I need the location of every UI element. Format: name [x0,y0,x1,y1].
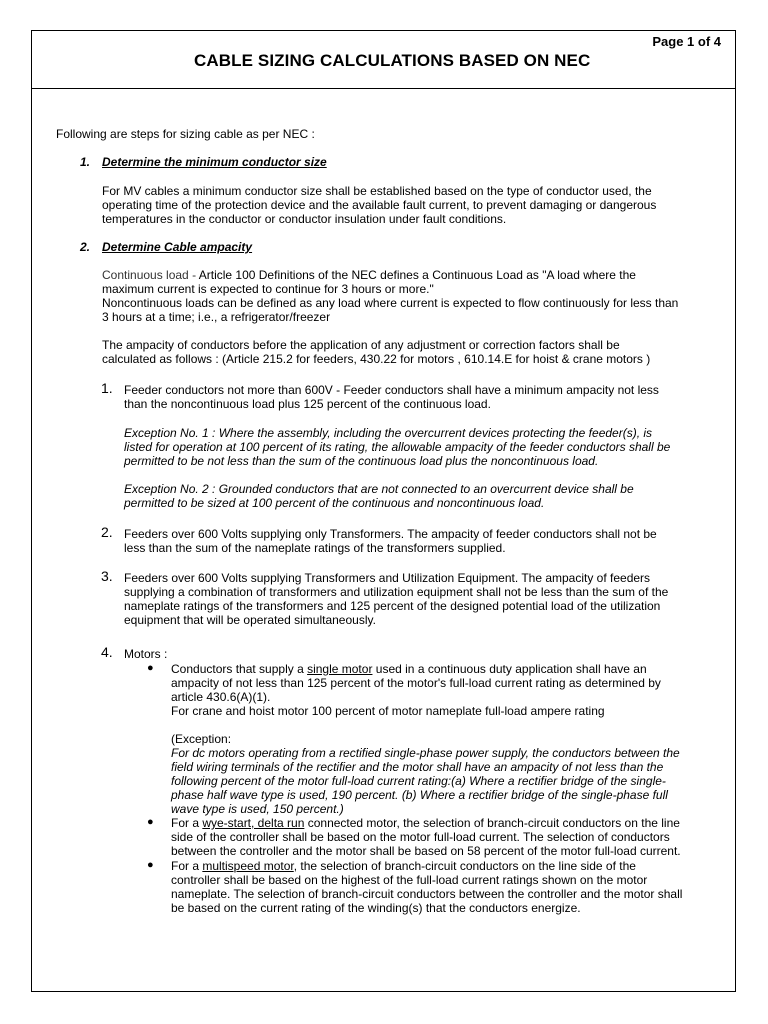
text-segment: For a [171,816,203,830]
intro-text: Following are steps for sizing cable as per NEC : [56,127,315,141]
item2-text [124,527,657,555]
continuous-load-paragraph [102,268,678,324]
text-line: The ampacity of conductors before the application of any adjustment or correction factors shall be [102,338,620,352]
step1-heading: Determine the minimum conductor size [102,155,327,169]
page-number: Page 1 of 4 [652,34,721,49]
text-line: permitted to be not less than the sum of the continuous load plus the noncontinuous load. [124,454,599,468]
motor-exception [171,732,680,816]
text-line: phase half wave type is used, 190 percent. (b) Where a rectifier bridge of the single-phase full [171,788,668,802]
text-line: For crane and hoist motor 100 percent of motor nameplate full-load ampere rating [171,704,605,718]
text-line: field wiring terminals of the rectifier and the motor shall have an ampacity of not less than the [171,760,664,774]
motor-bullet-1 [171,662,661,718]
item3-text [124,571,668,627]
text-line: wave type is used, 150 percent.) [171,802,344,816]
bullet-icon: ● [147,859,154,871]
text-line: ampacity of not less than 125 percent of the motor's full-load current rating as determined by [171,676,661,690]
motors-label: Motors : [124,647,168,661]
step1-body [102,184,656,226]
text-segment: Conductors that supply a [171,662,308,676]
text-line: Noncontinuous loads can be defined as any load where current is expected to flow continuously for less than [102,296,679,310]
step2-heading: Determine Cable ampacity [102,240,253,254]
exception-2 [124,482,634,510]
text-line [171,859,682,873]
text-line [171,662,661,676]
step2-number: 2. [80,240,91,254]
continuous-load-term: Continuous load - [102,268,199,282]
document-title: CABLE SIZING CALCULATIONS BASED ON NEC [194,51,591,70]
item3-number: 3. [101,568,113,584]
text-line: calculated as follows : (Article 215.2 for feeders, 430.22 for motors , 610.14.E for hoist & crane motors ) [102,352,651,366]
text-line: Feeders over 600 Volts supplying Transformers and Utilization Equipment. The ampacity of feeders [124,571,651,585]
text-line: Feeder conductors not more than 600V - Feeder conductors shall have a minimum ampacity not less [124,383,659,397]
text-line: Exception No. 2 : Grounded conductors that are not connected to an overcurrent device shall be [124,482,634,496]
text-segment: used in a continuous duty application shall have an [372,662,647,676]
text-line: side of the controller shall be based on the motor full-load current. The selection of conductors [171,830,670,844]
page-header [32,31,735,89]
text-line: (Exception: [171,732,232,746]
text-line [102,268,678,282]
text-segment: , the selection of branch-circuit conductors on the line side of the [293,859,636,873]
single-motor-term: single motor [307,662,373,676]
ampacity-paragraph [102,338,650,366]
text-line: nameplate. The selection of branch-circuit conductors between the controller and the motor shall [171,887,683,901]
item1-text [124,383,659,411]
text-line: between the controller and the motor shall be based on 58 percent of the motor full-load current. [171,844,681,858]
step1-number: 1. [80,155,91,169]
bullet-icon: ● [147,662,154,674]
text-line: temperatures in the conductor or conductor insulation under fault conditions. [102,212,507,226]
text-line: permitted to be sized at 100 percent of the continuous and noncontinuous load. [124,496,545,510]
text-line: Feeders over 600 Volts supplying only Transformers. The ampacity of feeder conductors shall not be [124,527,657,541]
text-line: For dc motors operating from a rectified single-phase power supply, the conductors between the [171,746,680,760]
text-line: less than the sum of the nameplate ratings of the transformers supplied. [124,541,506,555]
wye-start-term: wye-start, delta run [202,816,305,830]
motor-bullet-2 [171,816,681,858]
item4-number: 4. [101,644,113,660]
text-line: article 430.6(A)(1). [171,690,271,704]
text-segment: Article 100 Definitions of the NEC defines a Continuous Load as "A load where the [198,268,636,282]
text-line: operating time of the protection device and the available fault current, to prevent damaging or dangerous [102,198,657,212]
text-line: than the noncontinuous load plus 125 percent of the continuous load. [124,397,491,411]
text-line: controller shall be based on the highest of the full-load current ratings shown on the motor [171,873,648,887]
text-line: listed for operation at 100 percent of its rating, the allowable ampacity of the feeder conductors shall be [124,440,671,454]
item2-number: 2. [101,524,113,540]
bullet-icon: ● [147,816,154,828]
text-line: equipment that will be operated simultaneously. [124,613,376,627]
text-line [171,816,681,830]
text-line: following percent of the motor full-load current rating:(a) Where a rectifier bridge of the single- [171,774,666,788]
text-line: supplying a combination of transformers and utilization equipment shall not be less than the sum of the [124,585,669,599]
text-line: Exception No. 1 : Where the assembly, including the overcurrent devices protecting the feeder(s), is [124,426,653,440]
exception-1 [124,426,670,468]
multispeed-motor-term: multispeed motor [202,859,294,873]
text-segment: For a [171,859,203,873]
text-line: For MV cables a minimum conductor size shall be established based on the type of conductor used, the [102,184,652,198]
text-line: maximum current is expected to continue for 3 hours or more." [102,282,434,296]
text-line: 3 hours at a time; i.e., a refrigerator/freezer [102,310,331,324]
text-line: be based on the current rating of the winding(s) that the conductors energize. [171,901,581,915]
text-segment: connected motor, the selection of branch-circuit conductors on the line [304,816,680,830]
motor-bullet-3 [171,859,682,915]
item1-number: 1. [101,380,113,396]
text-line: nameplate ratings of the transformers and 125 percent of the designed potential load of the utilization [124,599,661,613]
